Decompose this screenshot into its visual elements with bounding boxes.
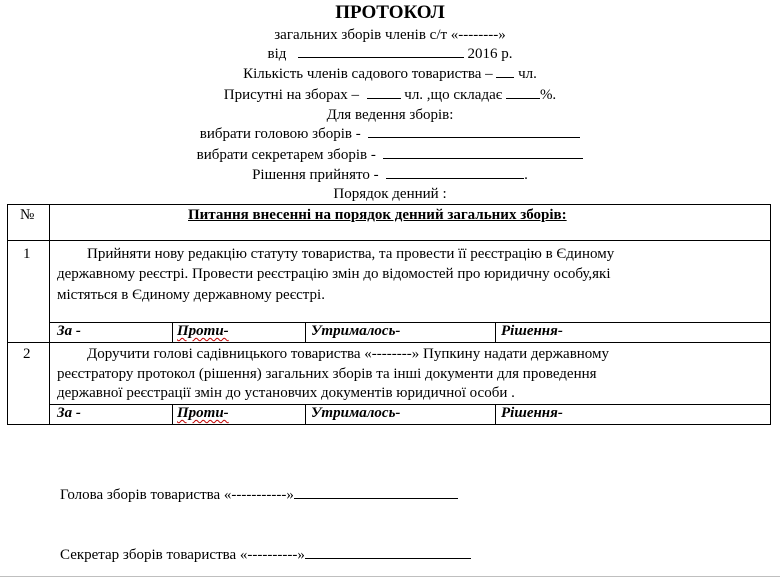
row2-vote-abstain: Утрималось- (311, 405, 401, 421)
chair-signature-blank (294, 486, 458, 499)
row1-votes-rule (49, 322, 771, 323)
row1-vote-decision: Рішення- (501, 323, 563, 339)
agenda-column-header: Питання внесенні на порядок денний загальних зборів: (188, 207, 567, 223)
decision-line (0, 166, 780, 184)
percent-blank (506, 86, 540, 99)
year-label: 2016 р. (467, 46, 513, 62)
row1-vote-divider-3 (495, 322, 496, 342)
row2-vote-for: За - (57, 405, 81, 421)
decision-blank (386, 166, 524, 179)
row2-vote-divider-1 (172, 404, 173, 424)
present-mid: чл. ,що складає (404, 87, 503, 103)
table-header-rule (7, 240, 771, 241)
row2-vote-divider-3 (495, 404, 496, 424)
decision-label: Рішення прийнято - (252, 167, 379, 183)
row1-text-line-1: Прийняти нову редакцію статуту товариства, та провести її реєстрацію в Єдиному (87, 246, 615, 262)
row1-bottom-rule (7, 342, 771, 343)
row1-vote-against: Проти- (177, 323, 229, 339)
decision-period: . (524, 167, 528, 183)
chair-signature-label: Голова зборів товариства «-----------» (60, 487, 294, 503)
row1-vote-divider-2 (305, 322, 306, 342)
chair-election-blank (368, 125, 580, 138)
secretary-election-line (0, 146, 780, 164)
date-blank (298, 45, 464, 58)
secretary-signature-blank (305, 546, 471, 559)
number-column-rule (49, 204, 50, 425)
row2-vote-divider-2 (305, 404, 306, 424)
row1-vote-abstain: Утрималось- (311, 323, 401, 339)
row2-text-line-2: реєстратору протокол (рішення) загальних зборів та інші документи для проведення (57, 366, 597, 382)
page-bottom-edge (0, 576, 780, 577)
conduct-heading: Для ведення зборів: (326, 107, 454, 123)
row2-votes-rule (49, 404, 771, 405)
date-label: від (267, 46, 287, 62)
meeting-subtitle: загальних зборів членів с/т «--------» (274, 27, 506, 43)
row2-vote-decision: Рішення- (501, 405, 563, 421)
members-count-line (0, 65, 780, 83)
date-line (0, 45, 780, 63)
agenda-heading: Порядок денний : (333, 186, 447, 202)
row1-text-line-3: містяться в Єдиному державному реєстрі. (57, 287, 325, 303)
table-border-right (770, 204, 771, 425)
row-number-2: 2 (23, 346, 31, 362)
row1-vote-divider-1 (172, 322, 173, 342)
row2-text-line-3: державної реєстрації змін до установчих документів юридичної особи . (57, 385, 515, 401)
secretary-signature-line (60, 546, 471, 564)
members-count-label: Кількість членів садового товариства – (243, 66, 493, 82)
secretary-election-blank (383, 146, 583, 159)
members-count-blank (496, 65, 514, 78)
secretary-election-label: вибрати секретарем зборів - (196, 147, 376, 163)
table-border-left (7, 204, 8, 425)
number-column-header: № (20, 207, 35, 223)
present-label: Присутні на зборах – (223, 87, 360, 103)
members-unit: чл. (518, 66, 537, 82)
chair-election-line (0, 125, 780, 143)
table-border-bottom (7, 424, 771, 425)
document-title: ПРОТОКОЛ (335, 2, 445, 23)
row2-text-line-1: Доручити голові садівницького товариства «--------» Пупкину надати державному (87, 346, 610, 362)
row1-vote-for: За - (57, 323, 81, 339)
chair-election-label: вибрати головою зборів - (199, 126, 361, 142)
row2-vote-against: Проти- (177, 405, 229, 421)
chair-signature-line (60, 486, 458, 504)
present-blank (367, 86, 401, 99)
table-border-top (7, 204, 771, 205)
meeting-line (0, 26, 780, 44)
percent-sign: %. (539, 87, 557, 103)
row-number-1: 1 (23, 246, 31, 262)
present-line (0, 86, 780, 104)
secretary-signature-label: Секретар зборів товариства «----------» (60, 547, 305, 563)
row1-text-line-2: державному реєстрі. Провести реєстрацію змін до відомостей про юридичну особу,які (57, 266, 611, 282)
